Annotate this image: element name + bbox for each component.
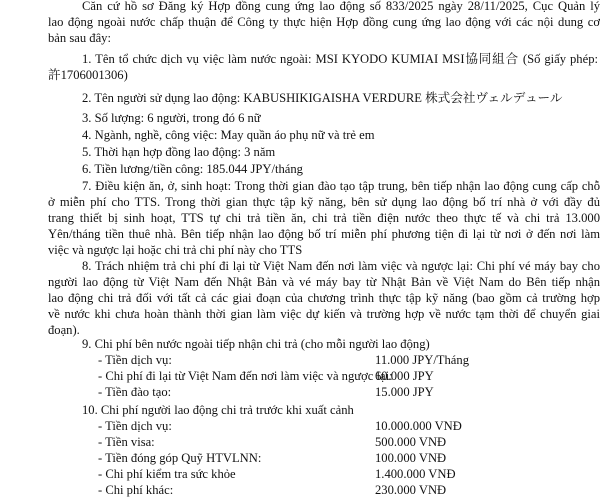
item-9-title: 9. Chi phí bên nước ngoài tiếp nhận chi trả (cho mỗi người lao động)	[82, 337, 430, 351]
item-9-row-label: - Tiền đào tạo:	[98, 385, 172, 399]
intro-line-2: lao động ngoài nước chấp thuận để Công ty thực hiện Hợp đồng cung ứng lao động với các nội dung cơ	[48, 15, 600, 29]
item-10-row-label: - Chi phí khác:	[98, 483, 174, 497]
item-7-line-5: việc và ngược lại hoặc chi trả chi phí này cho TTS	[48, 243, 303, 257]
item-3: 3. Số lượng: 6 người, trong đó 6 nữ	[82, 111, 261, 125]
item-8-line-2: người lao động từ Việt Nam đến Nhật Bản và vé máy bay từ Nhật Bản về Việt Nam do Bên tiếp nhận	[48, 275, 600, 289]
item-1-line-1: 1. Tên tổ chức dịch vụ việc làm nước ngoài: MSI KYODO KUMIAI MSI協同組合 (Số giấy phép:	[82, 52, 598, 66]
item-10-row-value: 230.000 VNĐ	[375, 483, 447, 497]
item-8-line-4: về nước khi chưa hoàn thành thời gian làm việc dự kiến và trường hợp về nước tạm thời để chuyển giai	[48, 307, 600, 321]
item-4: 4. Ngành, nghề, công việc: May quần áo phụ nữ và trẻ em	[82, 128, 375, 142]
item-9-row-value: 15.000 JPY	[375, 385, 434, 399]
item-10-row-label: - Chi phí kiểm tra sức khỏe	[98, 467, 236, 481]
item-7-line-1: 7. Điều kiện ăn, ở, sinh hoạt: Trong thời gian đào tạo tập trung, bên tiếp nhận lao động cung cấp chỗ	[82, 179, 600, 193]
item-10-row-label: - Tiền visa:	[98, 435, 155, 449]
item-9-row-label: - Tiền dịch vụ:	[98, 353, 172, 367]
item-7-line-4: Yên/tháng tiền thuê nhà. Bên tiếp nhận lao động bố trí miễn phí phương tiện đi lại từ nơi ở đến nơi làm	[48, 227, 600, 241]
item-5: 5. Thời hạn hợp đồng lao động: 3 năm	[82, 145, 276, 159]
item-9-row-value: 11.000 JPY/Tháng	[375, 353, 469, 367]
item-10-row-label: - Tiền dịch vụ:	[98, 419, 172, 433]
item-6: 6. Tiền lương/tiền công: 185.044 JPY/tháng	[82, 162, 303, 176]
item-10-title: 10. Chi phí người lao động chi trả trước khi xuất cảnh	[82, 403, 354, 417]
item-10-row-value: 500.000 VNĐ	[375, 435, 447, 449]
item-10-row-value: 100.000 VNĐ	[375, 451, 447, 465]
item-8-line-5: đoạn).	[48, 323, 80, 337]
intro-line-3: bản sau đây:	[48, 31, 111, 45]
item-7-line-3: trang thiết bị sinh hoạt, TTS tự chi trả tiền ăn, chi trả tiền điện nước theo thực tế và chi trả 13.000	[48, 211, 600, 225]
item-8-line-3: lao động chi trả đối với tất cả các giai đoạn của chương trình thực tập kỹ năng (bao gồm cả trường hợp	[48, 291, 600, 305]
item-10-row-value: 1.400.000 VNĐ	[375, 467, 456, 481]
item-7-line-2: ở miễn phí cho TTS. Trong thời gian thực tập kỹ năng, bên sử dụng lao động bố trí nhà ở với đầy đủ	[48, 195, 600, 209]
item-8-line-1: 8. Trách nhiệm trả chi phí đi lại từ Việt Nam đến nơi làm việc và ngược lại: Chi phí vé máy bay cho	[82, 259, 600, 273]
intro-line-1: Căn cứ hồ sơ Đăng ký Hợp đồng cung ứng lao động số 833/2025 ngày 28/11/2025, Cục Quản lý	[82, 0, 600, 13]
item-9-row-value: 60.000 JPY	[375, 369, 434, 383]
item-2: 2. Tên người sử dụng lao động: KABUSHIKIGAISHA VERDURE 株式会社ヴェルデュール	[82, 91, 563, 105]
item-10-row-label: - Tiền đóng góp Quỹ HTVLNN:	[98, 451, 262, 465]
item-1-line-2: 許1706001306)	[48, 68, 128, 82]
item-10-row-value: 10.000.000 VNĐ	[375, 419, 462, 433]
item-9-row-label: - Chi phí đi lại từ Việt Nam đến nơi làm việc và ngược lại:	[98, 369, 393, 383]
